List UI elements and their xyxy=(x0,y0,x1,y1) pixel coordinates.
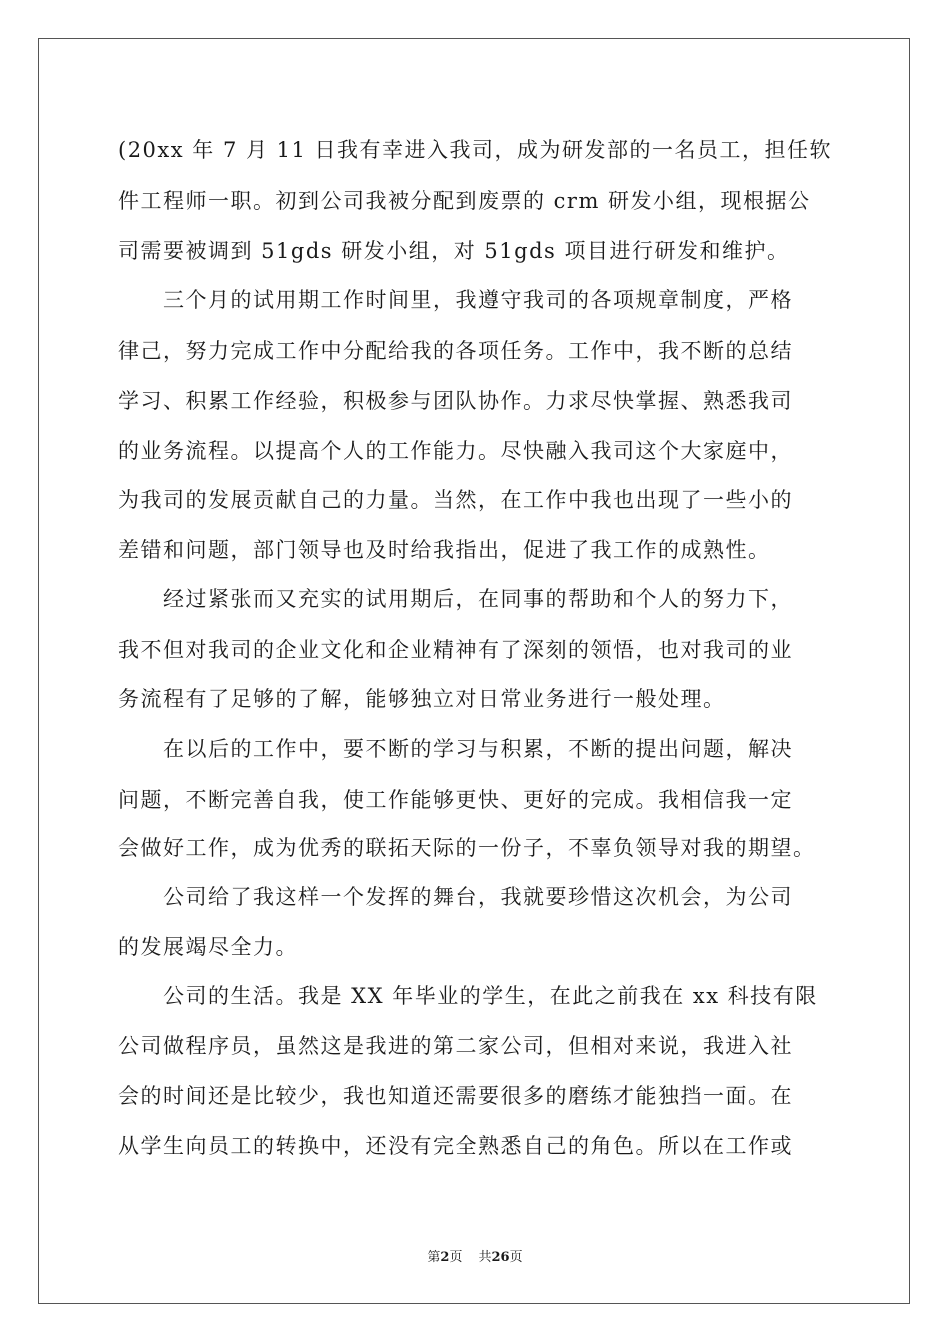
text-line: 公司的生活。我是 XX 年毕业的学生，在此之前我在 xx 科技有限 xyxy=(118,984,818,1008)
text-line: 的业务流程。以提高个人的工作能力。尽快融入我司这个大家庭中， xyxy=(118,439,793,463)
total-pages: 26 xyxy=(491,1250,510,1265)
total-prefix: 共 xyxy=(478,1250,492,1265)
text-line: 经过紧张而又充实的试用期后，在同事的帮助和个人的努力下， xyxy=(118,587,793,611)
text-line: 我不但对我司的企业文化和企业精神有了深刻的领悟，也对我司的业 xyxy=(118,638,793,662)
text-line: 律己，努力完成工作中分配给我的各项任务。工作中，我不断的总结 xyxy=(118,339,793,363)
text-line: 问题，不断完善自我，使工作能够更快、更好的完成。我相信我一定 xyxy=(118,788,793,812)
text-line: 会做好工作，成为优秀的联拓天际的一份子，不辜负领导对我的期望。 xyxy=(118,836,816,860)
text-line: 的发展竭尽全力。 xyxy=(118,935,298,959)
page-border xyxy=(38,38,910,1304)
page-footer xyxy=(0,1246,950,1265)
text-line: 务流程有了足够的了解，能够独立对日常业务进行一般处理。 xyxy=(118,687,726,711)
text-line: 三个月的试用期工作时间里，我遵守我司的各项规章制度，严格 xyxy=(118,288,793,312)
text-line: 公司给了我这样一个发挥的舞台，我就要珍惜这次机会，为公司 xyxy=(118,885,793,909)
page-number: 2 xyxy=(440,1250,450,1265)
text-line: 公司做程序员，虽然这是我进的第二家公司，但相对来说，我进入社 xyxy=(118,1034,793,1058)
text-line: 为我司的发展贡献自己的力量。当然，在工作中我也出现了一些小的 xyxy=(118,488,793,512)
text-line: 司需要被调到 51gds 研发小组，对 51gds 项目进行研发和维护。 xyxy=(118,239,790,263)
text-line: 学习、积累工作经验，积极参与团队协作。力求尽快掌握、熟悉我司 xyxy=(118,389,793,413)
page-suffix: 页 xyxy=(449,1250,463,1265)
total-suffix: 页 xyxy=(509,1250,523,1265)
text-line: 从学生向员工的转换中，还没有完全熟悉自己的角色。所以在工作或 xyxy=(118,1134,793,1158)
page-prefix: 第 xyxy=(427,1250,441,1265)
text-line: 件工程师一职。初到公司我被分配到废票的 crm 研发小组，现根据公 xyxy=(118,189,811,213)
text-line: 差错和问题，部门领导也及时给我指出，促进了我工作的成熟性。 xyxy=(118,538,771,562)
text-line: 在以后的工作中，要不断的学习与积累，不断的提出问题，解决 xyxy=(118,737,793,761)
text-line: (20xx 年 7 月 11 日我有幸进入我司，成为研发部的一名员工，担任软 xyxy=(118,138,833,162)
text-line: 会的时间还是比较少，我也知道还需要很多的磨练才能独挡一面。在 xyxy=(118,1084,793,1108)
